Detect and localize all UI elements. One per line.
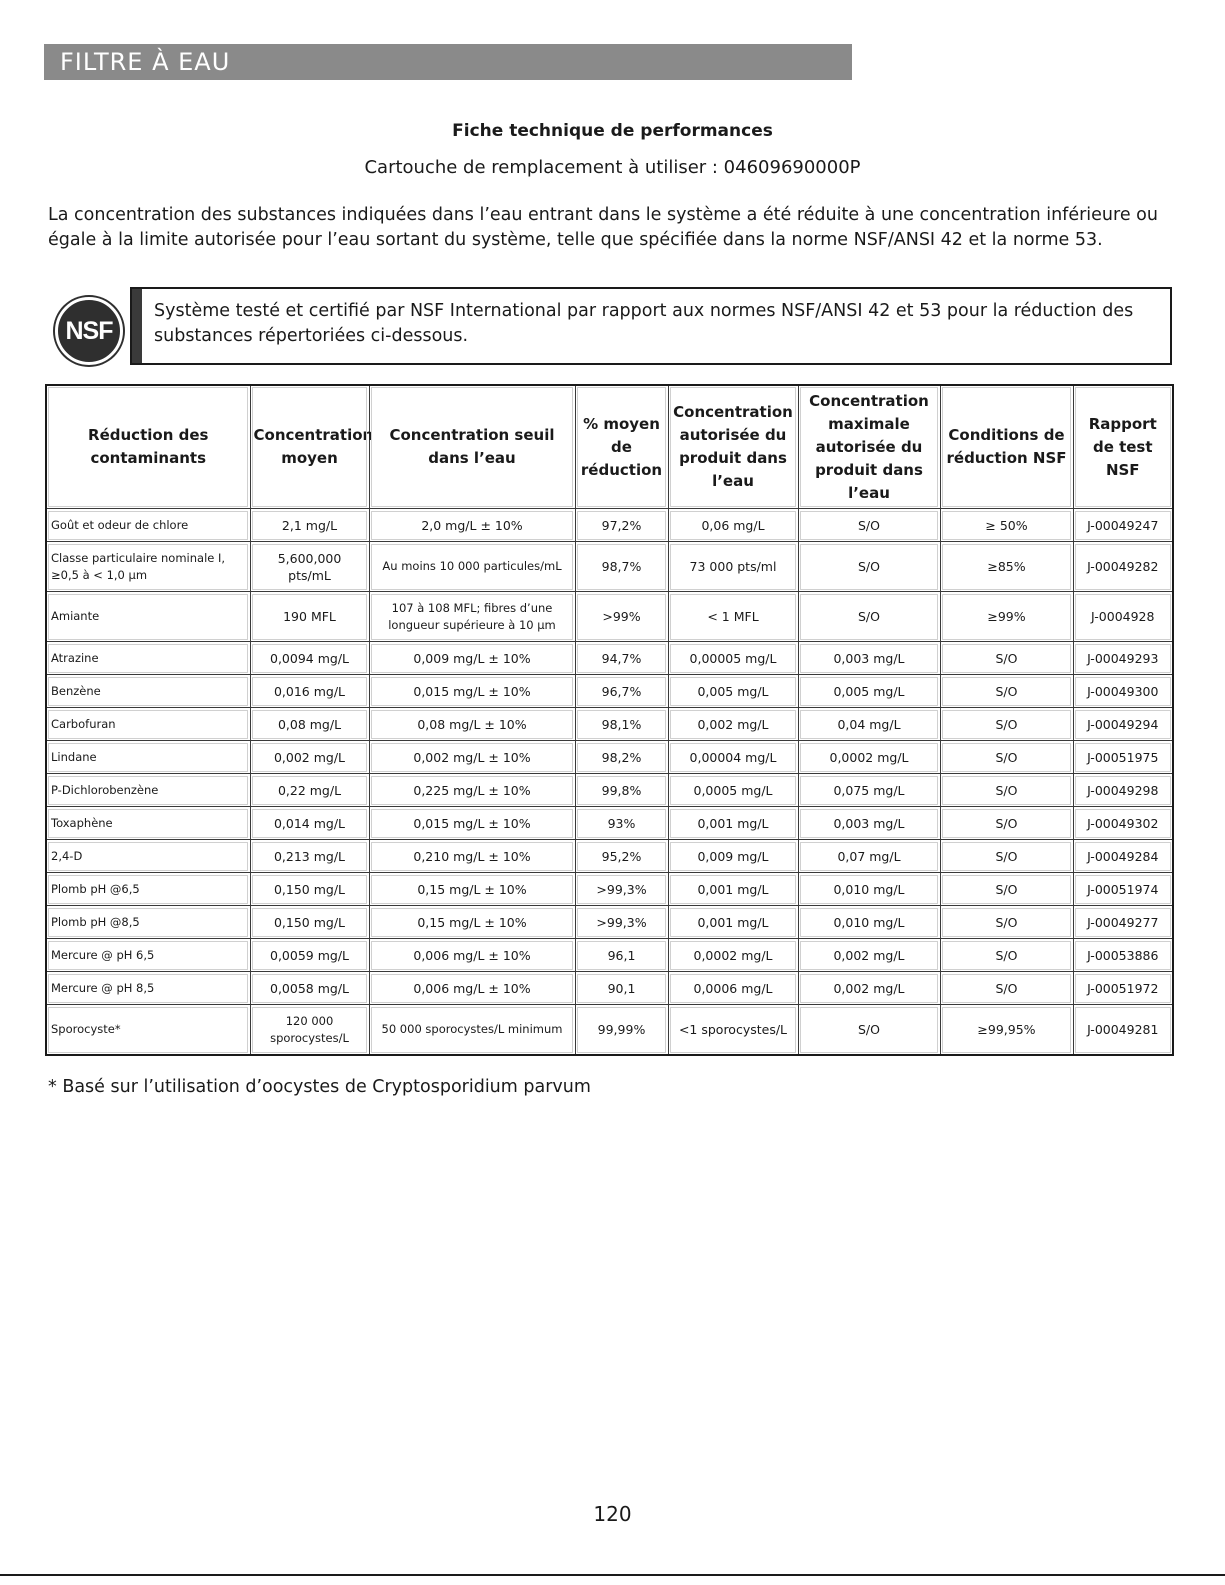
cell-max-concentration: 0,005 mg/L [798, 675, 940, 708]
cell-threshold-concentration: 2,0 mg/L ± 10% [369, 509, 575, 542]
cell-avg-reduction: 97,2% [575, 509, 668, 542]
cell-threshold-concentration: 0,210 mg/L ± 10% [369, 840, 575, 873]
cell-allowed-concentration: 0,00005 mg/L [668, 642, 798, 675]
cell-avg-reduction: 96,1 [575, 939, 668, 972]
bottom-rule [0, 1574, 1225, 1576]
cell-nsf-conditions: S/O [940, 807, 1073, 840]
cell-avg-concentration: 0,213 mg/L [250, 840, 369, 873]
cell-contaminant: Mercure @ pH 8,5 [46, 972, 250, 1005]
cell-threshold-concentration: 0,009 mg/L ± 10% [369, 642, 575, 675]
cell-threshold-concentration: 0,002 mg/L ± 10% [369, 741, 575, 774]
cell-max-concentration: 0,04 mg/L [798, 708, 940, 741]
cell-avg-concentration: 120 000 sporocystes/L [250, 1005, 369, 1056]
cell-avg-reduction: 93% [575, 807, 668, 840]
performance-table [45, 384, 1174, 1056]
cell-threshold-concentration: 107 à 108 MFL; fibres d’une longueur supérieure à 10 µm [369, 592, 575, 642]
cell-threshold-concentration: 50 000 sporocystes/L minimum [369, 1005, 575, 1056]
header-test-report: Rapport de test NSF [1073, 385, 1173, 509]
header-avg-concentration: Concentration moyen [250, 385, 369, 509]
cell-allowed-concentration: 0,001 mg/L [668, 807, 798, 840]
cell-contaminant: P-Dichlorobenzène [46, 774, 250, 807]
cell-avg-reduction: 98,1% [575, 708, 668, 741]
cell-nsf-conditions: ≥99% [940, 592, 1073, 642]
header-nsf-conditions: Conditions de réduction NSF [940, 385, 1073, 509]
cell-contaminant: Amiante [46, 592, 250, 642]
cell-contaminant: Plomb pH @6,5 [46, 873, 250, 906]
cell-contaminant: Benzène [46, 675, 250, 708]
header-avg-reduction: % moyen de réduction [575, 385, 668, 509]
header-threshold-concentration: Concentration seuil dans l’eau [369, 385, 575, 509]
cell-avg-reduction: 99,8% [575, 774, 668, 807]
cell-threshold-concentration: 0,08 mg/L ± 10% [369, 708, 575, 741]
table-row [46, 642, 1173, 675]
cell-contaminant: Atrazine [46, 642, 250, 675]
cell-avg-reduction: >99,3% [575, 906, 668, 939]
table-row [46, 807, 1173, 840]
cell-contaminant: 2,4-D [46, 840, 250, 873]
cell-avg-concentration: 2,1 mg/L [250, 509, 369, 542]
cell-avg-reduction: 99,99% [575, 1005, 668, 1056]
cell-max-concentration: 0,010 mg/L [798, 873, 940, 906]
cell-test-report: J-00051975 [1073, 741, 1173, 774]
cell-allowed-concentration: 73 000 pts/ml [668, 542, 798, 592]
cell-test-report: J-00051974 [1073, 873, 1173, 906]
page-subtitle: Cartouche de remplacement à utiliser : 04609690000P [364, 157, 861, 178]
intro-paragraph: La concentration des substances indiquées dans l’eau entrant dans le système a été réduite à une concentration inférieure ou égale à la limite autorisée pour l’eau sortant du système, telle que spécifiée dans la norme NSF/ANSI 42 et la norme 53. [48, 205, 1158, 250]
cell-avg-concentration: 0,0094 mg/L [250, 642, 369, 675]
table-row [46, 774, 1173, 807]
table-header-row [46, 385, 1173, 509]
nsf-logo-icon: NSF [55, 297, 123, 365]
cell-allowed-concentration: 0,00004 mg/L [668, 741, 798, 774]
cell-threshold-concentration: Au moins 10 000 particules/mL [369, 542, 575, 592]
header-allowed-concentration: Concentration autorisée du produit dans l’eau [668, 385, 798, 509]
cell-nsf-conditions: S/O [940, 873, 1073, 906]
cell-max-concentration: 0,075 mg/L [798, 774, 940, 807]
cell-avg-concentration: 0,08 mg/L [250, 708, 369, 741]
cell-threshold-concentration: 0,006 mg/L ± 10% [369, 972, 575, 1005]
cell-allowed-concentration: <1 sporocystes/L [668, 1005, 798, 1056]
cell-contaminant: Classe particulaire nominale I, ≥0,5 à < 1,0 µm [46, 542, 250, 592]
header-contaminant: Réduction des contaminants [46, 385, 250, 509]
cell-avg-reduction: >99% [575, 592, 668, 642]
cell-avg-reduction: 98,7% [575, 542, 668, 592]
cell-avg-reduction: 98,2% [575, 741, 668, 774]
cell-threshold-concentration: 0,015 mg/L ± 10% [369, 675, 575, 708]
cell-avg-reduction: 94,7% [575, 642, 668, 675]
cell-allowed-concentration: 0,001 mg/L [668, 873, 798, 906]
table-row [46, 939, 1173, 972]
cell-nsf-conditions: S/O [940, 972, 1073, 1005]
cell-allowed-concentration: 0,001 mg/L [668, 906, 798, 939]
cell-test-report: J-00049294 [1073, 708, 1173, 741]
cell-threshold-concentration: 0,15 mg/L ± 10% [369, 906, 575, 939]
cell-max-concentration: 0,0002 mg/L [798, 741, 940, 774]
cell-avg-reduction: 96,7% [575, 675, 668, 708]
table-row [46, 906, 1173, 939]
cell-threshold-concentration: 0,006 mg/L ± 10% [369, 939, 575, 972]
cell-threshold-concentration: 0,225 mg/L ± 10% [369, 774, 575, 807]
cell-test-report: J-0004928 [1073, 592, 1173, 642]
cell-avg-concentration: 0,014 mg/L [250, 807, 369, 840]
cell-allowed-concentration: 0,005 mg/L [668, 675, 798, 708]
table-row [46, 542, 1173, 592]
cell-allowed-concentration: 0,002 mg/L [668, 708, 798, 741]
cell-contaminant: Lindane [46, 741, 250, 774]
cell-max-concentration: S/O [798, 592, 940, 642]
cell-avg-concentration: 0,016 mg/L [250, 675, 369, 708]
section-banner: FILTRE À EAU [44, 44, 852, 80]
cell-test-report: J-00051972 [1073, 972, 1173, 1005]
table-row [46, 1005, 1173, 1056]
table-row [46, 840, 1173, 873]
page-title: Fiche technique de performances [452, 121, 773, 141]
cell-nsf-conditions: S/O [940, 906, 1073, 939]
cell-avg-concentration: 190 MFL [250, 592, 369, 642]
header-max-concentration: Concentration maximale autorisée du produit dans l’eau [798, 385, 940, 509]
cell-nsf-conditions: S/O [940, 708, 1073, 741]
cell-allowed-concentration: 0,0002 mg/L [668, 939, 798, 972]
cell-avg-concentration: 0,150 mg/L [250, 906, 369, 939]
cell-contaminant: Sporocyste* [46, 1005, 250, 1056]
cell-max-concentration: 0,002 mg/L [798, 972, 940, 1005]
certification-text: Système testé et certifié par NSF International par rapport aux normes NSF/ANSI 42 et 53 pour la réduction des substances répertoriées ci-dessous. [154, 301, 1134, 346]
cell-max-concentration: 0,003 mg/L [798, 807, 940, 840]
cell-nsf-conditions: ≥99,95% [940, 1005, 1073, 1056]
cell-contaminant: Carbofuran [46, 708, 250, 741]
cell-allowed-concentration: 0,0006 mg/L [668, 972, 798, 1005]
cell-test-report: J-00049281 [1073, 1005, 1173, 1056]
cell-nsf-conditions: S/O [940, 840, 1073, 873]
cell-max-concentration: S/O [798, 542, 940, 592]
page-number: 120 [593, 1502, 632, 1526]
table-row [46, 675, 1173, 708]
cell-max-concentration: 0,002 mg/L [798, 939, 940, 972]
cell-avg-concentration: 5,600,000 pts/mL [250, 542, 369, 592]
cell-test-report: J-00049282 [1073, 542, 1173, 592]
cell-allowed-concentration: 0,009 mg/L [668, 840, 798, 873]
cell-test-report: J-00049284 [1073, 840, 1173, 873]
cell-nsf-conditions: ≥85% [940, 542, 1073, 592]
cell-test-report: J-00049298 [1073, 774, 1173, 807]
cell-contaminant: Toxaphène [46, 807, 250, 840]
footnote: * Basé sur l’utilisation d’oocystes de Cryptosporidium parvum [48, 1077, 591, 1097]
cell-avg-concentration: 0,002 mg/L [250, 741, 369, 774]
cell-max-concentration: 0,003 mg/L [798, 642, 940, 675]
cell-max-concentration: S/O [798, 1005, 940, 1056]
cell-max-concentration: 0,07 mg/L [798, 840, 940, 873]
cell-avg-concentration: 0,0059 mg/L [250, 939, 369, 972]
cell-test-report: J-00049300 [1073, 675, 1173, 708]
cell-max-concentration: 0,010 mg/L [798, 906, 940, 939]
cell-nsf-conditions: S/O [940, 939, 1073, 972]
table-row [46, 509, 1173, 542]
cell-test-report: J-00049293 [1073, 642, 1173, 675]
cell-max-concentration: S/O [798, 509, 940, 542]
cell-avg-reduction: 90,1 [575, 972, 668, 1005]
cell-contaminant: Plomb pH @8,5 [46, 906, 250, 939]
table-row [46, 708, 1173, 741]
certification-box [130, 287, 1172, 365]
cell-contaminant: Mercure @ pH 6,5 [46, 939, 250, 972]
table-row [46, 873, 1173, 906]
cell-nsf-conditions: S/O [940, 741, 1073, 774]
cell-allowed-concentration: 0,0005 mg/L [668, 774, 798, 807]
cell-avg-concentration: 0,0058 mg/L [250, 972, 369, 1005]
cell-avg-reduction: >99,3% [575, 873, 668, 906]
certification-bar [132, 289, 142, 363]
cell-test-report: J-00053886 [1073, 939, 1173, 972]
cell-nsf-conditions: ≥ 50% [940, 509, 1073, 542]
cell-test-report: J-00049277 [1073, 906, 1173, 939]
cell-contaminant: Goût et odeur de chlore [46, 509, 250, 542]
cell-test-report: J-00049247 [1073, 509, 1173, 542]
cell-avg-reduction: 95,2% [575, 840, 668, 873]
cell-threshold-concentration: 0,015 mg/L ± 10% [369, 807, 575, 840]
cell-avg-concentration: 0,22 mg/L [250, 774, 369, 807]
cell-avg-concentration: 0,150 mg/L [250, 873, 369, 906]
cell-nsf-conditions: S/O [940, 675, 1073, 708]
cell-allowed-concentration: < 1 MFL [668, 592, 798, 642]
cell-threshold-concentration: 0,15 mg/L ± 10% [369, 873, 575, 906]
cell-nsf-conditions: S/O [940, 642, 1073, 675]
table-row [46, 592, 1173, 642]
table-row [46, 741, 1173, 774]
cell-allowed-concentration: 0,06 mg/L [668, 509, 798, 542]
cell-nsf-conditions: S/O [940, 774, 1073, 807]
table-row [46, 972, 1173, 1005]
cell-test-report: J-00049302 [1073, 807, 1173, 840]
